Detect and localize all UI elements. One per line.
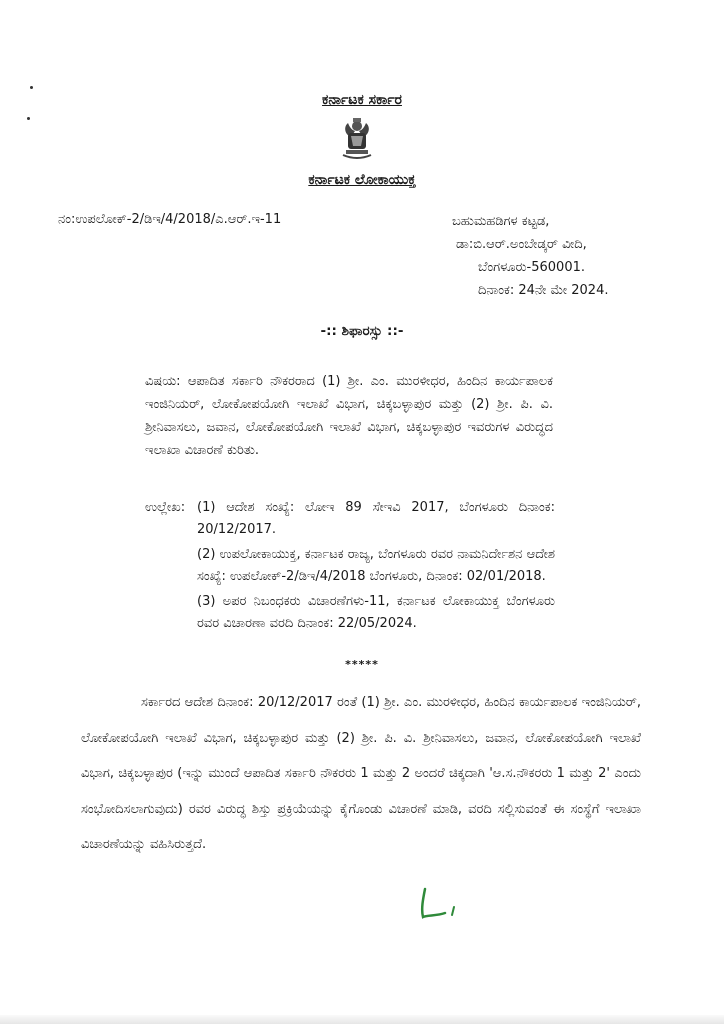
separator: ***** [345,658,379,671]
body-paragraph: ಸರ್ಕಾರದ ಆದೇಶ ದಿನಾಂಕ: 20/12/2017 ರಂತೆ (1) ಶ್ರೀ. ಎಂ. ಮುರಳೀಧರ, ಹಿಂದಿನ ಕಾರ್ಯಪಾಲಕ ಇಂಜಿನಿಯರ್, ಲೋಕೋಪಯೋಗಿ ಇಲಾಖೆ ವಿಭಾಗ, ಚಿಕ್ಕಬಳ್ಳಾಪುರ ಮತ್ತು (2) ಶ್ರೀ. ಪಿ. ವಿ. ಶ್ರೀನಿವಾಸಲು, ಜವಾನ, ಲೋಕೋಪಯೋಗಿ ಇಲಾಖೆ ವಿಭಾಗ, ಚಿಕ್ಕಬಳ್ಳಾಪುರ (ಇನ್ನು ಮುಂದೆ ಆಪಾದಿತ ಸರ್ಕಾರಿ ನೌಕರರು 1 ಮತ್ತು 2 ಅಂದರೆ ಚಿಕ್ಕದಾಗಿ 'ಆ.ಸ.ನೌಕರರು 1 ಮತ್ತು 2' ಎಂದು ಸಂಭೋದಿಸಲಾಗುವುದು) ರವರ ವಿರುದ್ಧ ಶಿಸ್ತು ಪ್ರಕ್ರಿಯೆಯನ್ನು ಕೈಗೊಂಡು ವಿಚಾರಣೆ ಮಾಡಿ, ವರದಿ ಸಲ್ಲಿಸುವಂತೆ ಈ ಸಂಸ್ಥೆಗೆ ಇಲಾಖಾ ವಿಚಾರಣೆಯನ್ನು ವಹಿಸಿರುತ್ತದೆ. [81,695,641,852]
subject-block [145,370,553,462]
punch-mark [27,117,30,120]
government-title: ಕರ್ನಾಟಕ ಸರ್ಕಾರ [322,92,402,108]
references-label: ಉಲ್ಲೇಖ: [145,500,186,515]
page-footer-shadow [0,1015,724,1024]
state-emblem-icon [337,115,377,161]
subject-text: ಆಪಾದಿತ ಸರ್ಕಾರಿ ನೌಕರರಾದ (1) ಶ್ರೀ. ಎಂ. ಮುರಳೀಧರ, ಹಿಂದಿನ ಕಾರ್ಯಪಾಲಕ ಇಂಜಿನಿಯರ್, ಲೋಕೋಪಯೋಗಿ ಇಲಾಖೆ ವಿಭಾಗ, ಚಿಕ್ಕಬಳ್ಳಾಪುರ ಮತ್ತು (2) ಶ್ರೀ. ಪಿ. ವಿ. ಶ್ರೀನಿವಾಸಲು, ಜವಾನ, ಲೋಕೋಪಯೋಗಿ ಇಲಾಖೆ ವಿಭಾಗ, ಚಿಕ್ಕಬಳ್ಳಾಪುರ ಇವರುಗಳ ವಿರುದ್ಧದ ಇಲಾಖಾ ವಿಚಾರಣೆ ಕುರಿತು. [145,374,553,458]
reference-item: (3) ಅಪರ ನಿಬಂಧಕರು ವಿಚಾರಣೆಗಳು-11, ಕರ್ನಾಟಕ ಲೋಕಾಯುಕ್ತ ಬೆಂಗಳೂರು ರವರ ವಿಚಾರಣಾ ವರದಿ ದಿನಾಂಕ: 22/05/2024. [197,594,555,631]
address-block [452,210,608,302]
signature-icon [415,885,475,925]
address-line: ಬೆಂಗಳೂರು-560001. [478,260,586,275]
office-title: ಕರ್ನಾಟಕ ಲೋಕಾಯುಕ್ತ [308,172,416,188]
address-line: ಬಹುಮಹಡಿಗಳ ಕಟ್ಟಡ, [452,214,550,229]
reference-number: ನಂ:ಉಪಲೋಕ್-2/ಡಿಇ/4/2018/ಎ.ಆರ್.ಇ-11 [58,212,282,227]
subject-label: ವಿಷಯ: [145,374,181,389]
reference-item: (1) ಆದೇಶ ಸಂಖ್ಯೆ: ಲೋಇ 89 ಸೇಇವಿ 2017, ಬೆಂಗಳೂರು ದಿನಾಂಕ: 20/12/2017. [197,500,555,537]
document-heading: -:: ಶಿಫಾರಸ್ಸು ::- [320,323,404,339]
address-line: ಡಾ:ಬಿ.ಆರ್.ಅಂಬೇಡ್ಕರ್ ವೀದಿ, [456,237,587,252]
punch-mark [30,86,33,89]
references-block [145,497,555,634]
reference-item: (2) ಉಪಲೋಕಾಯುಕ್ತ, ಕರ್ನಾಟಕ ರಾಜ್ಯ, ಬೆಂಗಳೂರು ರವರ ನಾಮನಿರ್ದೇಶನ ಆದೇಶ ಸಂಖ್ಯೆ: ಉಪಲೋಕ್-2/ಡಿಇ/4/2018 ಬೆಂಗಳೂರು, ದಿನಾಂಕ: 02/01/2018. [197,547,555,584]
letter-date: ದಿನಾಂಕ: 24ನೇ ಮೇ 2024. [478,283,609,298]
